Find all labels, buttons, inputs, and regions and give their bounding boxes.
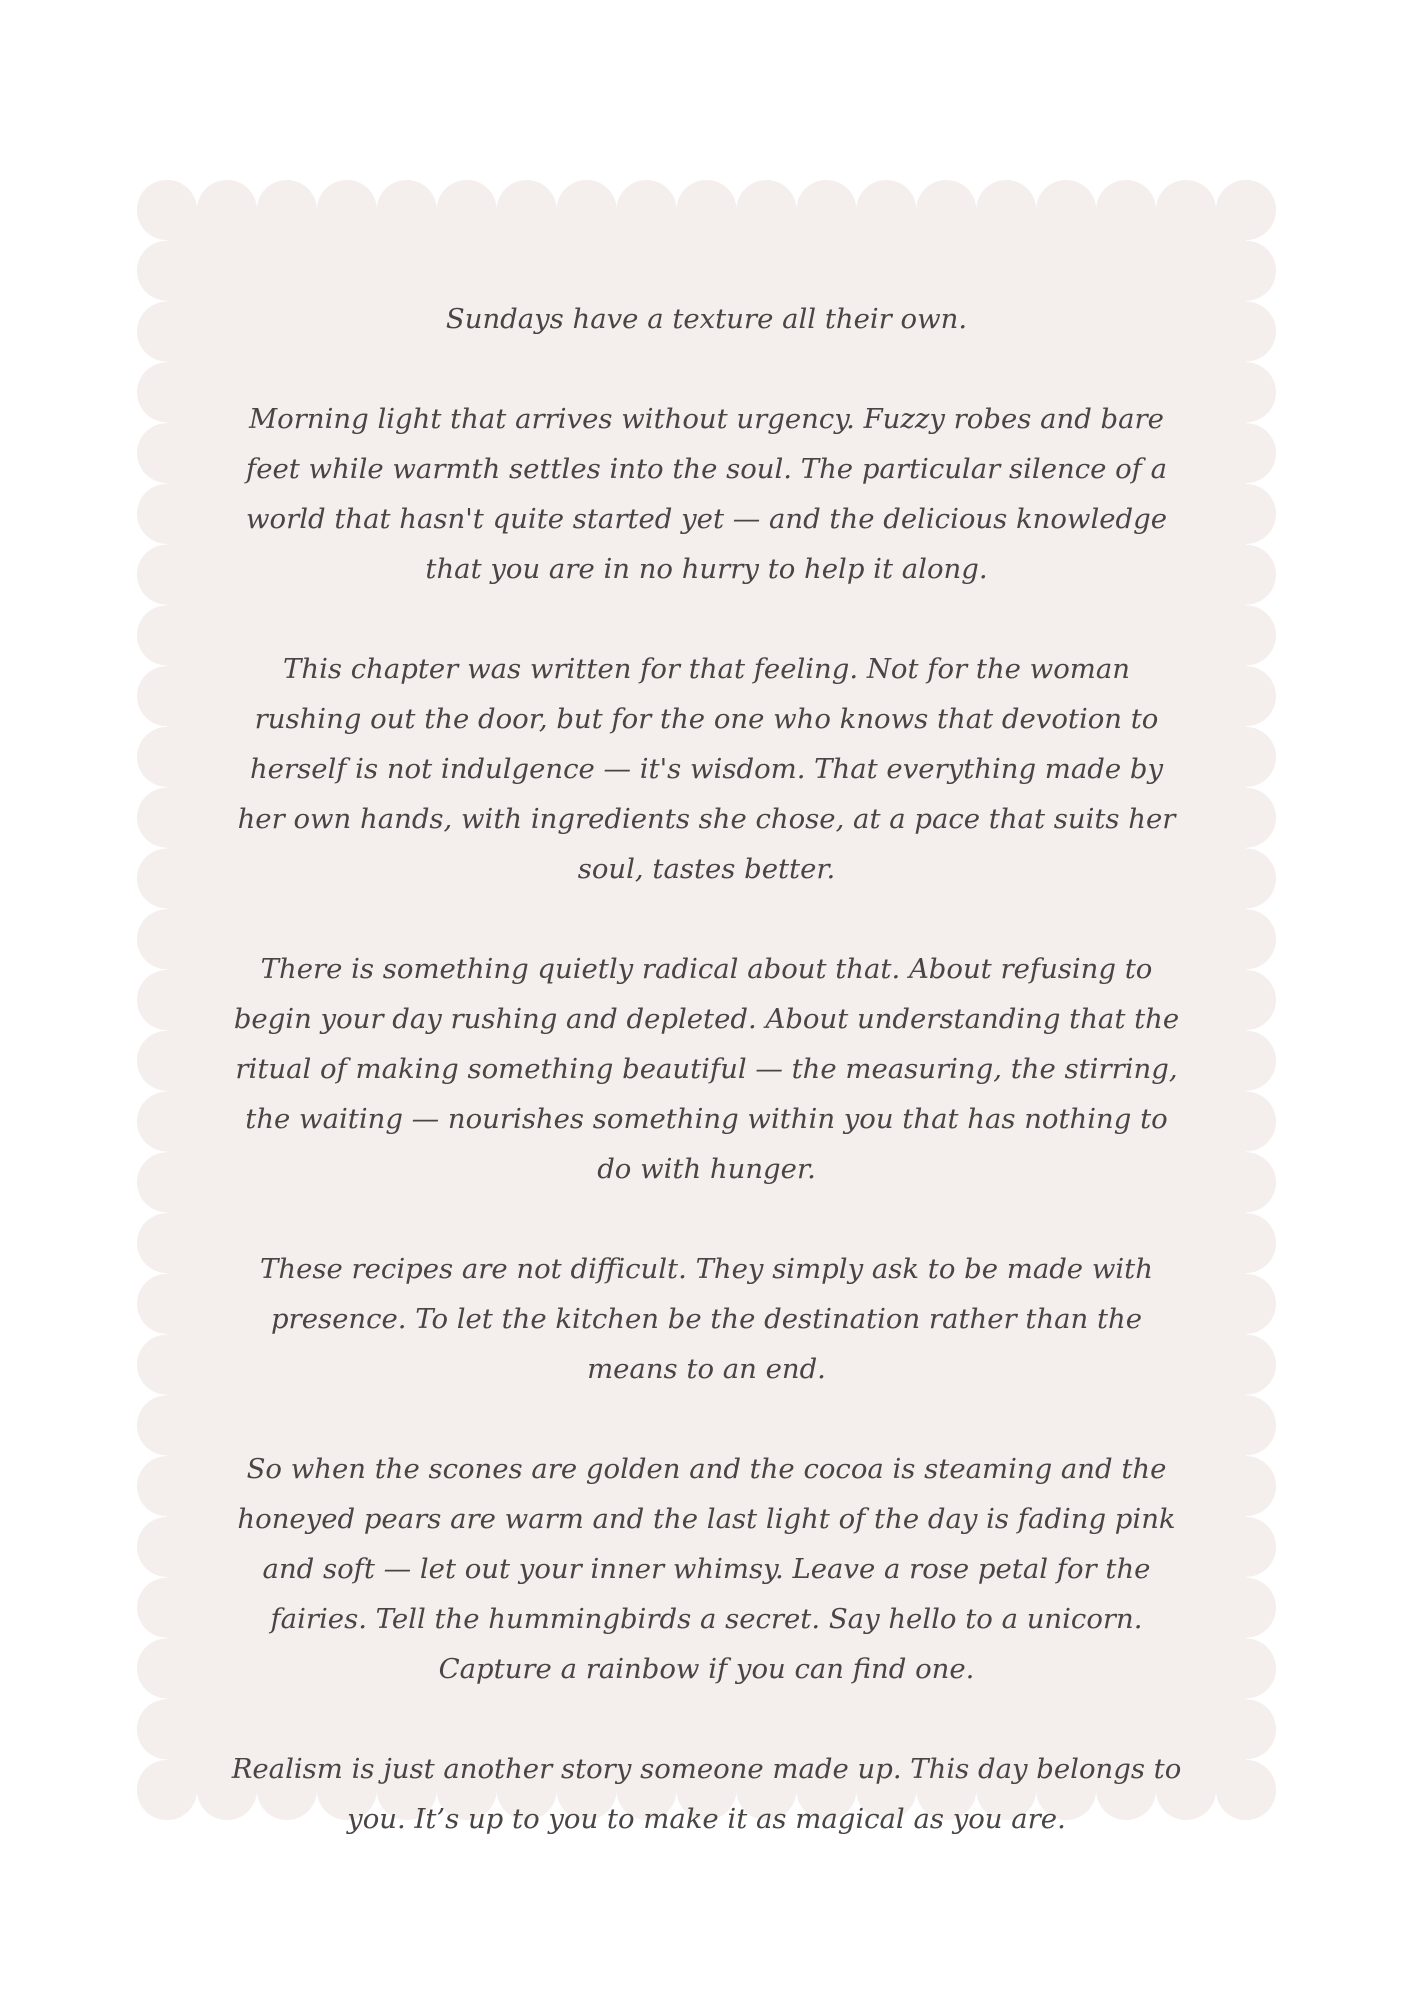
scallop-left (137, 362, 197, 422)
paragraph-1: Sundays have a texture all their own. (445, 303, 968, 335)
scallop-left (137, 302, 197, 362)
scallop-top (677, 180, 737, 240)
scallop-right (1216, 1031, 1276, 1091)
scallop-top (976, 180, 1036, 240)
scallop-right (1216, 423, 1276, 483)
scallop-left (137, 727, 197, 787)
scallop-left (137, 1517, 197, 1577)
scallop-left (137, 1699, 197, 1759)
scallop-right (1216, 666, 1276, 726)
scallop-top (856, 180, 916, 240)
scallop-left (137, 1092, 197, 1152)
scallop-right (1216, 1638, 1276, 1698)
scallop-left (137, 1760, 197, 1820)
scallop-top (916, 180, 976, 240)
scallop-top (796, 180, 856, 240)
scallop-top (617, 180, 677, 240)
scallop-left (137, 1456, 197, 1516)
scallop-right (1216, 1456, 1276, 1516)
scallop-right (1216, 1152, 1276, 1212)
scallop-right (1216, 788, 1276, 848)
scallop-right (1216, 1335, 1276, 1395)
scallop-left (137, 180, 197, 240)
scallop-right (1216, 727, 1276, 787)
scallop-right (1216, 362, 1276, 422)
body-text (229, 294, 1184, 1844)
scallop-left (137, 1213, 197, 1273)
scallop-right (1216, 1092, 1276, 1152)
scallop-left (137, 423, 197, 483)
paragraph-6: So when the scones are golden and the cocoa is steaming and the honeyed pears are warm and the last light of the day is fading pink and soft — let out your inner whimsy. Leave a rose petal for the fairies. Tell the hummingbirds a secret. Say hello to a unicorn. Capture a rainbow if you can find one. (237, 1453, 1176, 1685)
scallop-left (137, 909, 197, 969)
paragraph-7: Realism is just another story someone made up. This day belongs to you. It’s up to you to make it as magical as you are. (231, 1753, 1182, 1835)
scallop-right (1216, 545, 1276, 605)
scallop-top (1036, 180, 1096, 240)
scallop-top (437, 180, 497, 240)
scallop-top (1096, 180, 1156, 240)
scallop-left (137, 1578, 197, 1638)
scallop-right (1216, 909, 1276, 969)
scallop-right (1216, 484, 1276, 544)
paragraph-3: This chapter was written for that feeling. Not for the woman rushing out the door, but for the one who knows that devotion to herself is not indulgence — it's wisdom. That everything made by her own hands, with ingredients she chose, at a pace that suits her soul, tastes better. (237, 653, 1176, 885)
scallop-left (137, 970, 197, 1030)
scallop-right (1216, 241, 1276, 301)
scallop-right (1216, 970, 1276, 1030)
paragraph-4: There is something quietly radical about that. About refusing to begin your day rushing and depleted. About understanding that the ritual of making something beautiful — the measuring, the stirring, the waiting — nourishes something within you that has nothing to do with hunger. (233, 953, 1180, 1185)
scallop-top (497, 180, 557, 240)
paragraph-2: Morning light that arrives without urgency. Fuzzy robes and bare feet while warmth settles into the soul. The particular silence of a world that hasn't quite started yet — and the delicious knowledge that you are in no hurry to help it along. (245, 403, 1168, 585)
scallop-right (1216, 1578, 1276, 1638)
scallop-left (137, 1274, 197, 1334)
scallop-left (137, 1031, 197, 1091)
scallop-left (137, 848, 197, 908)
scallop-left (137, 1395, 197, 1455)
scallop-top (736, 180, 796, 240)
scallop-left (137, 241, 197, 301)
scallop-left (137, 1638, 197, 1698)
scallop-left (137, 1335, 197, 1395)
scallop-right (1216, 1274, 1276, 1334)
scallop-right (1216, 1213, 1276, 1273)
scallop-right (1216, 1517, 1276, 1577)
scallop-top (257, 180, 317, 240)
scallop-left (137, 484, 197, 544)
scallop-right (1216, 1699, 1276, 1759)
scalloped-card (137, 180, 1276, 1835)
scallop-right (1216, 1760, 1276, 1820)
scallop-top (317, 180, 377, 240)
scallop-top (197, 180, 257, 240)
scallop-right (1216, 605, 1276, 665)
scallop-left (137, 545, 197, 605)
paragraph-5: These recipes are not difficult. They simply ask to be made with presence. To let the kitchen be the destination rather than the means to an end. (260, 1253, 1153, 1385)
scallop-right (1216, 848, 1276, 908)
scallop-right (1216, 1395, 1276, 1455)
scallop-top (377, 180, 437, 240)
scallop-left (137, 1152, 197, 1212)
scallop-top (557, 180, 617, 240)
scallop-left (137, 605, 197, 665)
scallop-right (1216, 302, 1276, 362)
scallop-left (137, 788, 197, 848)
scallop-right (1216, 180, 1276, 240)
scallop-left (137, 666, 197, 726)
scallop-top (1156, 180, 1216, 240)
